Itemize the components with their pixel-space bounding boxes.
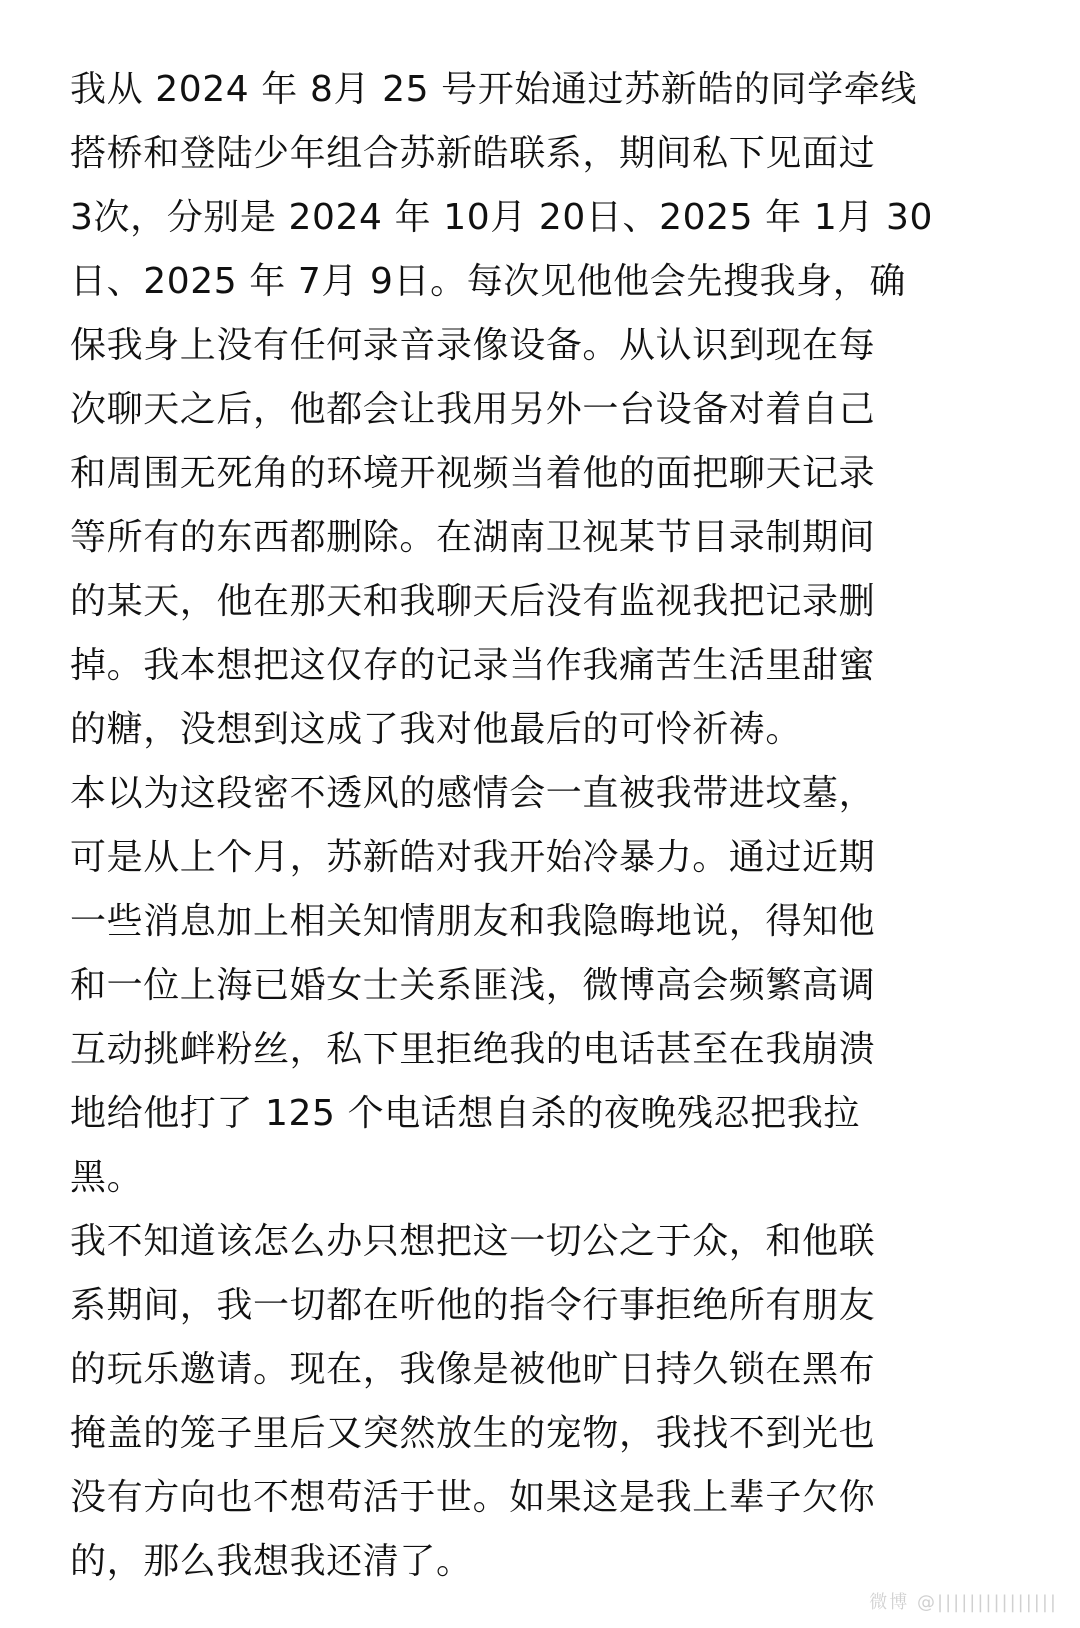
text-line: 的，那么我想我还清了。 <box>70 1541 473 1582</box>
text-line: 的糖，没想到这成了我对他最后的可怜祈祷。 <box>70 709 803 750</box>
text-line: 互动挑衅粉丝，私下里拒绝我的电话甚至在我崩溃 <box>70 1029 876 1070</box>
text-line: 和周围无死角的环境开视频当着他的面把聊天记录 <box>70 453 876 494</box>
text-line: 3次，分别是 2024 年 10月 20日、2025 年 1月 30 <box>70 197 933 238</box>
text-line: 我不知道该怎么办只想把这一切公之于众，和他联 <box>70 1221 876 1262</box>
text-line: 掉。我本想把这仅存的记录当作我痛苦生活里甜蜜 <box>70 645 876 686</box>
note-body <box>70 58 1030 1594</box>
text-line: 保我身上没有任何录音录像设备。从认识到现在每 <box>70 325 876 366</box>
text-line: 可是从上个月，苏新皓对我开始冷暴力。通过近期 <box>70 837 876 878</box>
text-line: 搭桥和登陆少年组合苏新皓联系，期间私下见面过 <box>70 133 876 174</box>
text-line: 黑。 <box>70 1157 144 1198</box>
text-line: 和一位上海已婚女士关系匪浅，微博高会频繁高调 <box>70 965 876 1006</box>
text-line: 次聊天之后，他都会让我用另外一台设备对着自己 <box>70 389 876 430</box>
text-line: 的某天，他在那天和我聊天后没有监视我把记录删 <box>70 581 876 622</box>
text-line: 日、2025 年 7月 9日。每次见他他会先搜我身，确 <box>70 261 906 302</box>
text-line: 地给他打了 125 个电话想自杀的夜晚残忍把我拉 <box>70 1093 860 1134</box>
text-line: 系期间，我一切都在听他的指令行事拒绝所有朋友 <box>70 1285 876 1326</box>
text-line: 等所有的东西都删除。在湖南卫视某节目录制期间 <box>70 517 876 558</box>
text-line: 掩盖的笼子里后又突然放生的宠物，我找不到光也 <box>70 1413 876 1454</box>
text-line: 我从 2024 年 8月 25 号开始通过苏新皓的同学牵线 <box>70 69 917 110</box>
text-line: 本以为这段密不透风的感情会一直被我带进坟墓， <box>70 773 876 814</box>
watermark: 微博 @||||||||||||||| <box>869 1592 1058 1613</box>
text-line: 没有方向也不想苟活于世。如果这是我上辈子欠你 <box>70 1477 876 1518</box>
text-line: 一些消息加上相关知情朋友和我隐晦地说，得知他 <box>70 901 876 942</box>
text-line: 的玩乐邀请。现在，我像是被他旷日持久锁在黑布 <box>70 1349 876 1390</box>
